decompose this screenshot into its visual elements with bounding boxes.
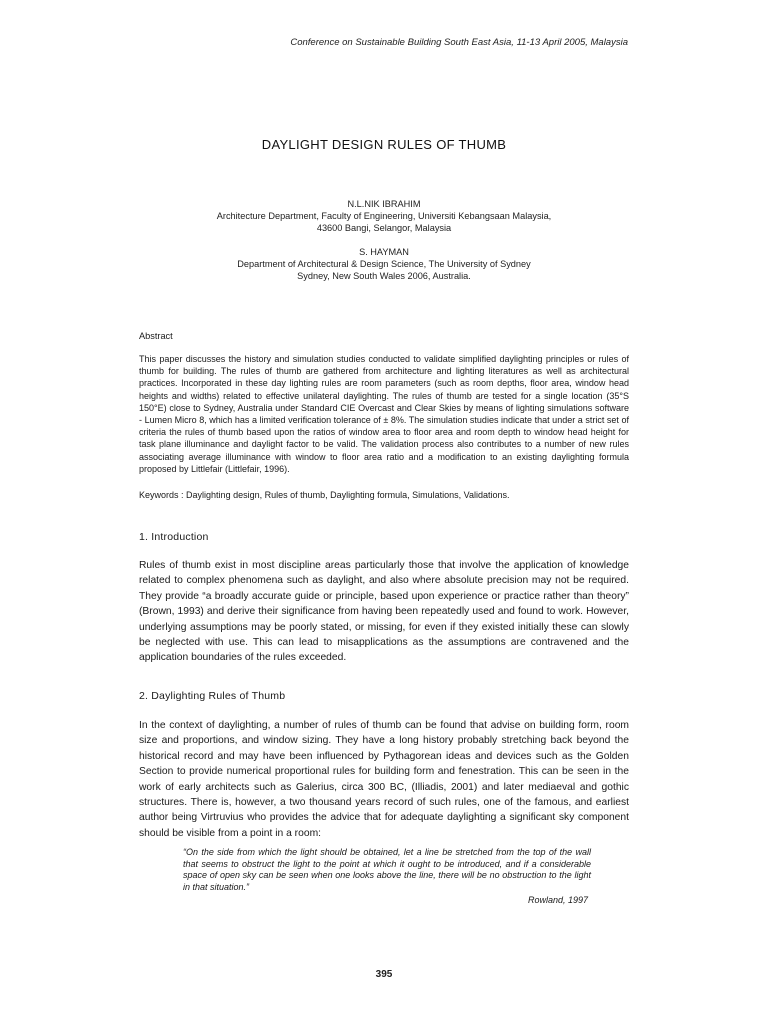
author-block: [0, 198, 768, 282]
quote-citation: Rowland, 1997: [527, 895, 588, 905]
author-name: S. HAYMAN: [359, 247, 409, 257]
author-name: N.L.NIK IBRAHIM: [347, 199, 421, 209]
author-1: [0, 198, 768, 234]
keywords: [139, 489, 629, 501]
keywords-text: Daylighting design, Rules of thumb, Daylighting formula, Simulations, Validations.: [186, 490, 510, 500]
block-quote: “On the side from which the light should be obtained, let a line be stretched from the top of the wall that seems to obstruct the light to the point at which it ought to be introduced, and if a considerable space of open sky can be seen when one looks above the line, there will be no obstruction to the light in that situation.”: [183, 847, 591, 892]
author-address: 43600 Bangi, Selangor, Malaysia: [316, 223, 452, 233]
abstract-body: This paper discusses the history and simulation studies conducted to validate simplified daylighting principles or rules of thumb for building. The rules of thumb are gathered from architecture and lighting literatures as well as architectural practices. Incorporated in these day lighting rules are room parameters (such as room depths, floor area, window head heights and widths) related to effective unilateral daylighting. The rules of thumb are tested for a single location (35°S 150°E) close to Sydney, Australia under Standard CIE Overcast and Clear Skies by means of lighting simulations software - Lumen Micro 8, which has a limited verification tolerance of ± 8%. The simulation studies indicate that under a strict set of criteria the rules of thumb based upon the ratios of window area to floor area and room depth to window head height for task plane illuminance and daylight factor to be valid. The validation process also contributes to a number of new rules associating average illuminance with window to floor area ratio and a modification to an existing daylighting formula proposed by Littlefair (Littlefair, 1996).: [139, 354, 629, 474]
section-body-introduction: Rules of thumb exist in most discipline areas particularly those that involve the application of knowledge related to complex phenomena such as daylight, and also where absolute precision may not be required. They provide “a broadly accurate guide or principle, based upon experience or practice rather than theory” (Brown, 1993) and derive their significance from having been repeatedly used and found to work. However, underlying assumptions may be poorly stated, or missing, for even if they existed initially these can slowly be neglected with use. This can lead to misapplications as the assumptions are contravened and the application boundaries of the rules exceeded.: [139, 560, 629, 664]
section-body-rules-of-thumb: In the context of daylighting, a number of rules of thumb can be found that advise on building form, room size and proportions, and window sizing. They have a long history probably stretching back beyond the historical record and may have been influenced by Pythagorean ideas and devices such as the Golden Section to provide numerical proportional rules for building form and fenestration. This can be seen in the work of early architects such as Galerius, circa 300 BC, (Illiadis, 2001) and later mediaeval and gothic structures. There is, however, a two thousand years record of such rules, one of the famous, and earliest author being Virtruvius who provides the advice that for adequate daylighting a significant sky component should be visible from a point in a room:: [139, 720, 629, 839]
section-heading-rules-of-thumb: 2. Daylighting Rules of Thumb: [139, 690, 286, 702]
author-affiliation: Department of Architectural & Design Science, The University of Sydney: [237, 259, 531, 269]
abstract-heading: Abstract: [139, 331, 173, 341]
author-affiliation: Architecture Department, Faculty of Engineering, Universiti Kebangsaan Malaysia,: [216, 211, 552, 221]
page-number: 395: [375, 969, 393, 980]
keywords-label: Keywords :: [139, 490, 184, 500]
paper-title: DAYLIGHT DESIGN RULES OF THUMB: [261, 137, 507, 152]
section-heading-introduction: 1. Introduction: [139, 531, 209, 543]
author-2: [0, 246, 768, 282]
author-address: Sydney, New South Wales 2006, Australia.: [297, 271, 471, 281]
conference-header: Conference on Sustainable Building South East Asia, 11-13 April 2005, Malaysia: [290, 37, 628, 48]
